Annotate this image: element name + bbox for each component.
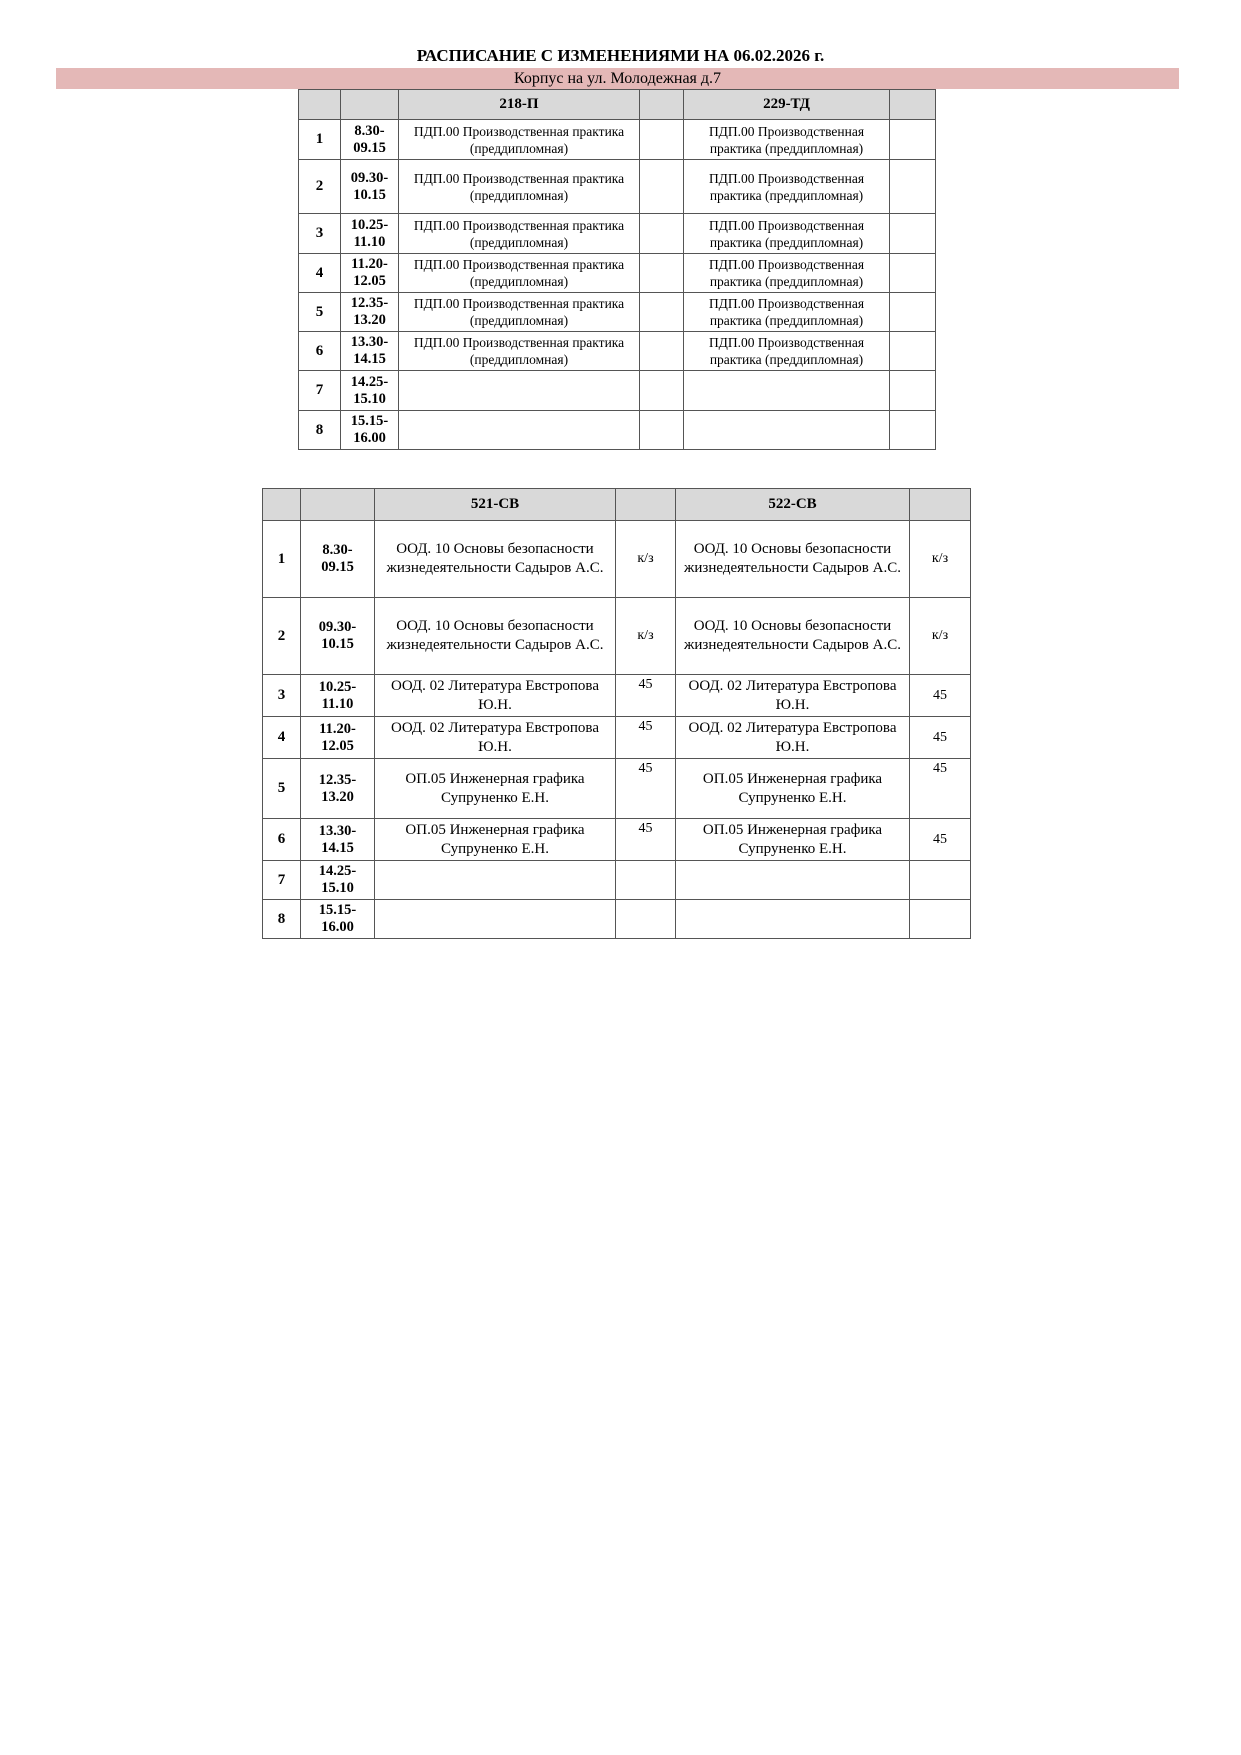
time-start: 15.15- [318, 902, 357, 918]
subject-cell: ПДП.00 Производственная практика (преддипломная) [684, 160, 890, 214]
schedule-table-1 [298, 89, 936, 450]
time-start: 10.25- [318, 678, 357, 695]
subject-cell: ООД. 02 Литература Евстропова Ю.Н. [676, 717, 910, 759]
room-cell [640, 411, 684, 450]
subject-cell: ПДП.00 Производственная практика (преддипломная) [399, 254, 640, 293]
table-header-row [263, 489, 971, 521]
table-row [263, 598, 971, 675]
lesson-time [301, 598, 375, 675]
header-cell-empty [910, 489, 971, 521]
room-cell [890, 293, 936, 332]
group-header: 229-ТД [684, 90, 890, 120]
time-end: 11.10 [321, 695, 354, 712]
room-cell: 45 [616, 819, 676, 861]
time-start: 09.30- [318, 619, 357, 635]
room-cell [616, 900, 676, 939]
schedule-table-2 [262, 488, 971, 939]
room-cell: 45 [910, 675, 971, 717]
subject-cell: ПДП.00 Производственная практика (преддипломная) [684, 120, 890, 160]
time-start: 11.20- [351, 256, 388, 272]
lesson-time [341, 160, 399, 214]
time-end: 09.15 [321, 559, 354, 575]
subject-cell: ОП.05 Инженерная графика Супруненко Е.Н. [676, 759, 910, 819]
lesson-time [341, 120, 399, 160]
table-row [263, 900, 971, 939]
time-end: 15.10 [321, 880, 354, 896]
time-start: 15.15- [350, 413, 389, 429]
lesson-number: 6 [299, 332, 341, 371]
room-cell: 45 [910, 759, 971, 819]
time-end: 10.15 [321, 636, 354, 652]
subject-cell: ПДП.00 Производственная практика (преддипломная) [684, 254, 890, 293]
page-title: РАСПИСАНИЕ С ИЗМЕНЕНИЯМИ НА 06.02.2026 г. [416, 46, 825, 65]
room-cell: 45 [616, 717, 676, 759]
time-start: 8.30- [322, 542, 353, 558]
time-start: 14.25- [318, 863, 357, 879]
time-start: 13.30- [318, 822, 357, 839]
room-cell [890, 411, 936, 450]
lesson-number: 8 [263, 900, 301, 939]
table-row [299, 411, 936, 450]
group-header: 218-П [399, 90, 640, 120]
table-row [299, 160, 936, 214]
time-end: 13.20 [321, 788, 354, 805]
room-cell: к/з [910, 521, 971, 598]
subject-cell: ПДП.00 Производственная практика (преддипломная) [684, 332, 890, 371]
time-end: 14.15 [353, 351, 386, 367]
lesson-number: 4 [263, 717, 301, 759]
lesson-time [301, 717, 375, 759]
lesson-time [341, 371, 399, 411]
table-row [299, 293, 936, 332]
table-row [299, 332, 936, 371]
subject-cell [676, 900, 910, 939]
building-banner: Корпус на ул. Молодежная д.7 [56, 68, 1179, 89]
room-cell [640, 332, 684, 371]
header-cell-empty [890, 90, 936, 120]
subject-cell [676, 861, 910, 900]
time-end: 16.00 [353, 430, 386, 446]
lesson-time [301, 675, 375, 717]
lesson-time [301, 759, 375, 819]
time-start: 13.30- [350, 334, 389, 350]
subject-cell: ПДП.00 Производственная практика (преддипломная) [399, 160, 640, 214]
time-end: 16.00 [321, 919, 354, 935]
subject-cell: ПДП.00 Производственная практика (преддипломная) [399, 214, 640, 254]
time-end: 14.15 [321, 839, 354, 856]
subject-cell: ПДП.00 Производственная практика (преддипломная) [684, 214, 890, 254]
room-cell: 45 [616, 675, 676, 717]
room-cell [890, 214, 936, 254]
time-end: 13.20 [353, 312, 386, 328]
room-cell: к/з [616, 521, 676, 598]
lesson-number: 5 [299, 293, 341, 332]
lesson-number: 2 [263, 598, 301, 675]
header-cell-empty [299, 90, 341, 120]
lesson-time [301, 861, 375, 900]
header-cell-empty [640, 90, 684, 120]
group-header: 522-СВ [676, 489, 910, 521]
table-row [299, 371, 936, 411]
table-row [263, 717, 971, 759]
table-row [263, 759, 971, 819]
time-start: 09.30- [350, 169, 389, 186]
subject-cell: ПДП.00 Производственная практика (преддипломная) [399, 293, 640, 332]
table-row [263, 819, 971, 861]
time-start: 11.20- [319, 720, 356, 737]
lesson-number: 6 [263, 819, 301, 861]
subject-cell: ПДП.00 Производственная практика (преддипломная) [684, 293, 890, 332]
lesson-time [301, 819, 375, 861]
room-cell [910, 900, 971, 939]
subject-cell [399, 371, 640, 411]
room-cell [640, 120, 684, 160]
subject-cell: ООД. 10 Основы безопасности жизнедеятельности Садыров А.С. [375, 598, 616, 675]
subject-cell: ООД. 10 Основы безопасности жизнедеятельности Садыров А.С. [676, 521, 910, 598]
group-header: 521-СВ [375, 489, 616, 521]
lesson-number: 4 [299, 254, 341, 293]
table-row [299, 120, 936, 160]
lesson-number: 3 [263, 675, 301, 717]
lesson-time [301, 900, 375, 939]
lesson-number: 2 [299, 160, 341, 214]
table-header-row [299, 90, 936, 120]
subject-cell: ООД. 02 Литература Евстропова Ю.Н. [676, 675, 910, 717]
subject-cell [684, 371, 890, 411]
room-cell [640, 160, 684, 214]
subject-cell [375, 900, 616, 939]
subject-cell: ОП.05 Инженерная графика Супруненко Е.Н. [676, 819, 910, 861]
header-cell-empty [616, 489, 676, 521]
lesson-number: 8 [299, 411, 341, 450]
subject-cell: ОП.05 Инженерная графика Супруненко Е.Н. [375, 819, 616, 861]
room-cell [640, 214, 684, 254]
lesson-number: 1 [299, 120, 341, 160]
room-cell [910, 861, 971, 900]
lesson-time [301, 521, 375, 598]
time-end: 09.15 [353, 139, 386, 156]
room-cell: 45 [910, 717, 971, 759]
room-cell [890, 332, 936, 371]
subject-cell: ПДП.00 Производственная практика (преддипломная) [399, 120, 640, 160]
lesson-number: 1 [263, 521, 301, 598]
subject-cell: ООД. 02 Литература Евстропова Ю.Н. [375, 675, 616, 717]
room-cell: к/з [910, 598, 971, 675]
room-cell [640, 371, 684, 411]
room-cell [640, 254, 684, 293]
header-cell-empty [263, 489, 301, 521]
subject-cell: ОП.05 Инженерная графика Супруненко Е.Н. [375, 759, 616, 819]
lesson-number: 3 [299, 214, 341, 254]
lesson-time [341, 254, 399, 293]
room-cell [890, 254, 936, 293]
time-end: 11.10 [353, 233, 386, 250]
time-end: 10.15 [353, 186, 386, 203]
room-cell: к/з [616, 598, 676, 675]
subject-cell [399, 411, 640, 450]
room-cell [640, 293, 684, 332]
time-start: 10.25- [350, 216, 389, 233]
subject-cell: ПДП.00 Производственная практика (преддипломная) [399, 332, 640, 371]
lesson-time [341, 332, 399, 371]
subject-cell: ООД. 10 Основы безопасности жизнедеятельности Садыров А.С. [676, 598, 910, 675]
table-row [263, 675, 971, 717]
subject-cell [684, 411, 890, 450]
subject-cell [375, 861, 616, 900]
table-row [263, 861, 971, 900]
time-end: 12.05 [321, 737, 354, 754]
room-cell [890, 160, 936, 214]
table-row [299, 214, 936, 254]
header-cell-empty [341, 90, 399, 120]
time-end: 15.10 [353, 390, 386, 407]
header-cell-empty [301, 489, 375, 521]
room-cell: 45 [910, 819, 971, 861]
subject-cell: ООД. 10 Основы безопасности жизнедеятельности Садыров А.С. [375, 521, 616, 598]
lesson-number: 7 [263, 861, 301, 900]
table-row [263, 521, 971, 598]
time-end: 12.05 [353, 273, 386, 289]
lesson-time [341, 411, 399, 450]
time-start: 14.25- [350, 373, 389, 390]
time-start: 12.35- [350, 295, 389, 311]
table-row [299, 254, 936, 293]
time-start: 8.30- [354, 122, 385, 139]
room-cell [890, 120, 936, 160]
lesson-number: 7 [299, 371, 341, 411]
room-cell: 45 [616, 759, 676, 819]
room-cell [616, 861, 676, 900]
lesson-time [341, 293, 399, 332]
time-start: 12.35- [318, 771, 357, 788]
subject-cell: ООД. 02 Литература Евстропова Ю.Н. [375, 717, 616, 759]
room-cell [890, 371, 936, 411]
lesson-number: 5 [263, 759, 301, 819]
lesson-time [341, 214, 399, 254]
